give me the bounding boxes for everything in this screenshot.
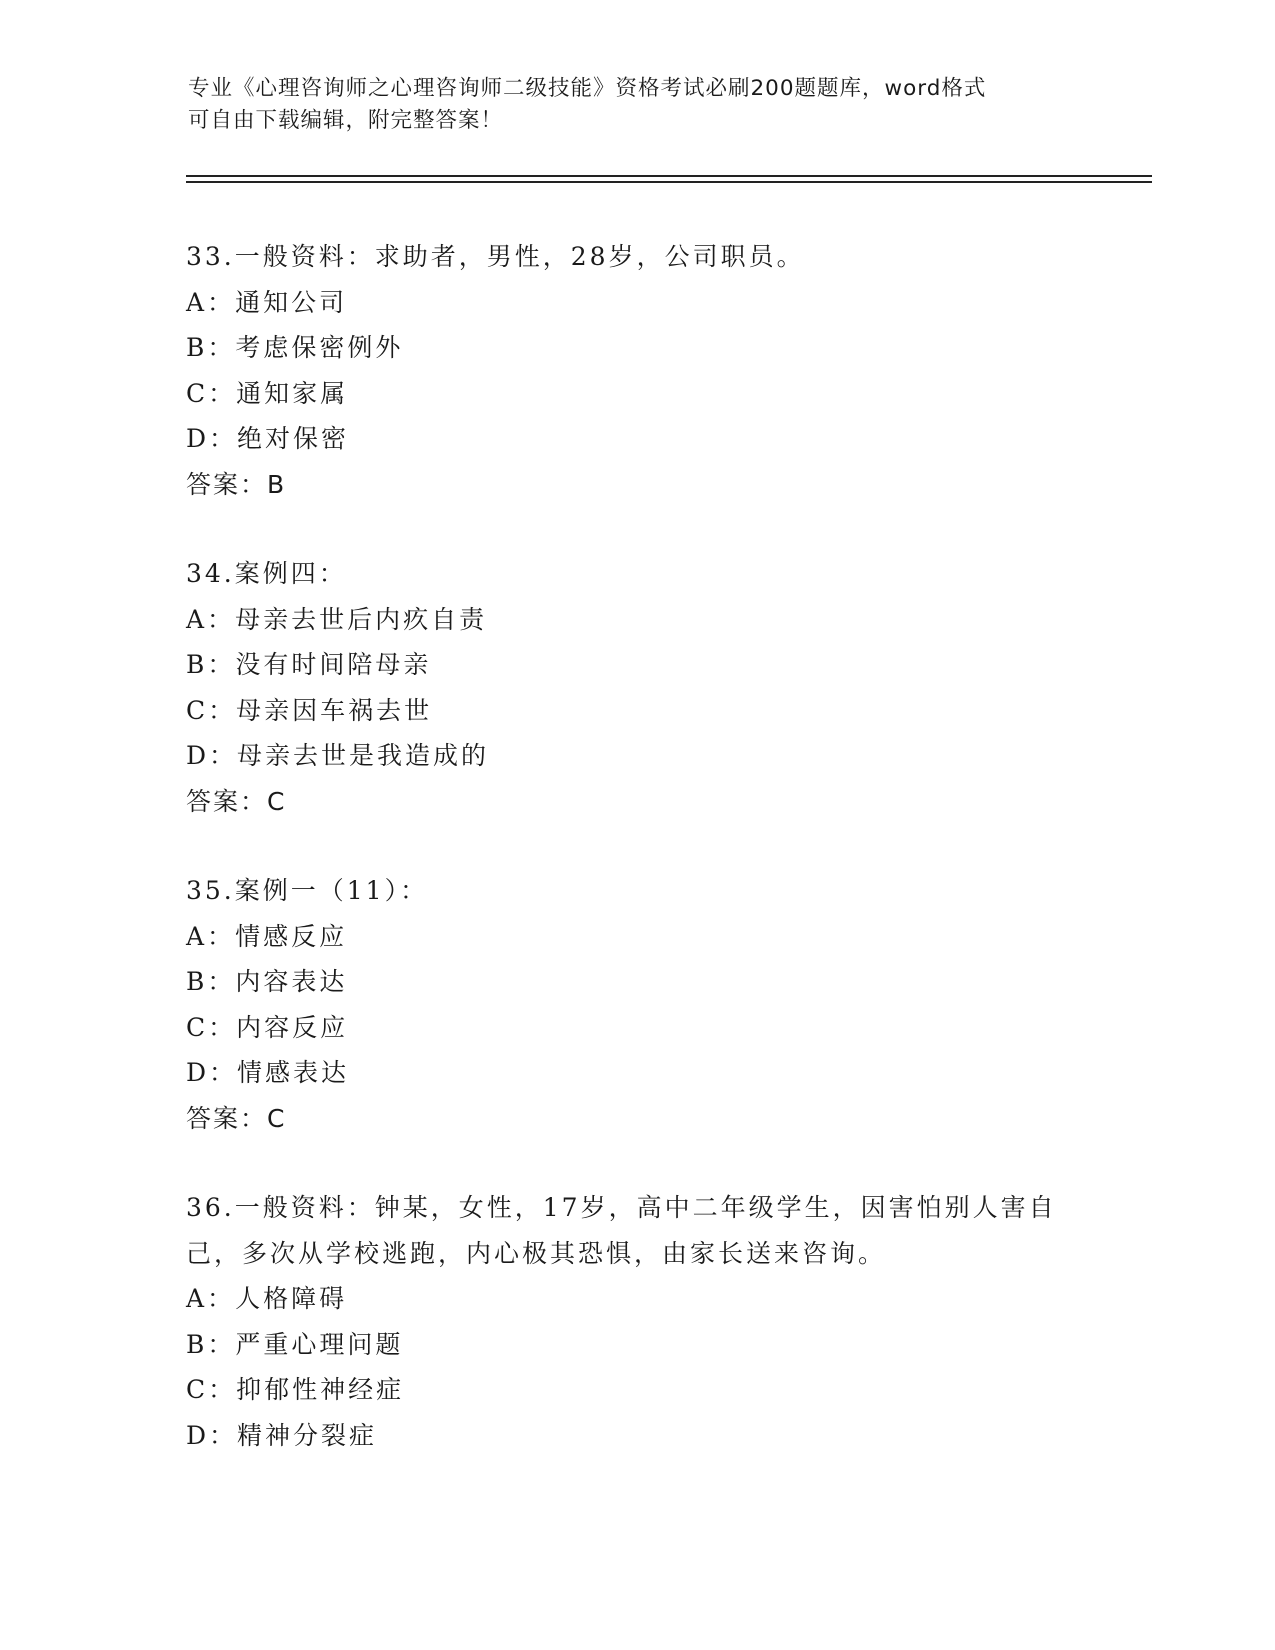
question-list [186,234,1086,1502]
header-line-2: 可自由下载编辑，附完整答案！ [188,108,504,133]
option-letter: A： [186,287,236,317]
option-text: 人格障碍 [235,1284,348,1313]
question-33 [186,234,1086,507]
option-text: 情感反应 [235,921,348,951]
option-text: 母亲因车祸去世 [236,695,433,725]
option-letter: D： [186,1058,238,1087]
option-text: 通知公司 [235,287,348,317]
option-text: 内容反应 [236,1012,349,1042]
question-stem-continued: 己，多次从学校逃跑，内心极其恐惧，由家长送来咨询。 [186,1238,887,1268]
option-letter: D： [186,741,238,770]
option-d [186,416,1086,462]
question-stem: 35.案例一（11）： [186,876,429,905]
option-text: 绝对保密 [237,424,350,453]
option-letter: A： [186,1284,236,1313]
option-a [186,597,1086,643]
question-34 [186,551,1086,824]
question-stem: 33.一般资料：求助者，男性，28岁，公司职员。 [186,242,805,271]
answer-line: 答案：B [186,469,287,499]
option-c [186,371,1086,417]
option-b [186,959,1086,1005]
question-stem: 36.一般资料：钟某，女性，17岁，高中二年级学生，因害怕别人害自 [186,1193,1057,1222]
option-text: 没有时间陪母亲 [235,650,432,679]
option-text: 考虑保密例外 [235,333,404,362]
question-stem: 34.案例四： [186,559,347,588]
option-text: 母亲去世是我造成的 [237,741,490,770]
option-text: 情感表达 [237,1058,350,1087]
header-line-1: 专业《心理咨询师之心理咨询师二级技能》资格考试必刷200题题库，word格式 [188,76,987,101]
option-letter: B： [186,650,236,679]
option-d [186,1413,1086,1459]
option-c [186,688,1086,734]
option-letter: B： [186,333,236,362]
option-b [186,642,1086,688]
answer-line: 答案：C [186,1103,287,1133]
option-text: 精神分裂症 [237,1420,378,1450]
option-letter: A： [186,921,236,951]
option-letter: D： [186,1420,238,1450]
answer-line: 答案：C [186,786,287,816]
document-header [188,73,1088,137]
question-35 [186,868,1086,1141]
option-text: 抑郁性神经症 [236,1375,405,1404]
option-letter: D： [186,424,238,453]
option-a [186,1276,1086,1322]
option-text: 严重心理问题 [235,1329,404,1359]
option-letter: C： [186,695,237,725]
option-letter: C： [186,1375,237,1404]
option-b [186,1322,1086,1368]
option-d [186,733,1086,779]
option-d [186,1050,1086,1096]
option-c [186,1005,1086,1051]
header-divider-bottom [186,181,1152,183]
option-a [186,280,1086,326]
option-c [186,1367,1086,1413]
option-letter: C： [186,1012,237,1042]
option-letter: B： [186,967,236,996]
option-a [186,914,1086,960]
option-text: 通知家属 [236,378,349,408]
option-letter: A： [186,604,236,634]
option-b [186,325,1086,371]
question-36 [186,1185,1086,1458]
option-text: 母亲去世后内疚自责 [235,604,488,634]
option-text: 内容表达 [235,967,348,996]
header-divider-top [186,175,1152,177]
option-letter: C： [186,378,237,408]
option-letter: B： [186,1329,236,1359]
